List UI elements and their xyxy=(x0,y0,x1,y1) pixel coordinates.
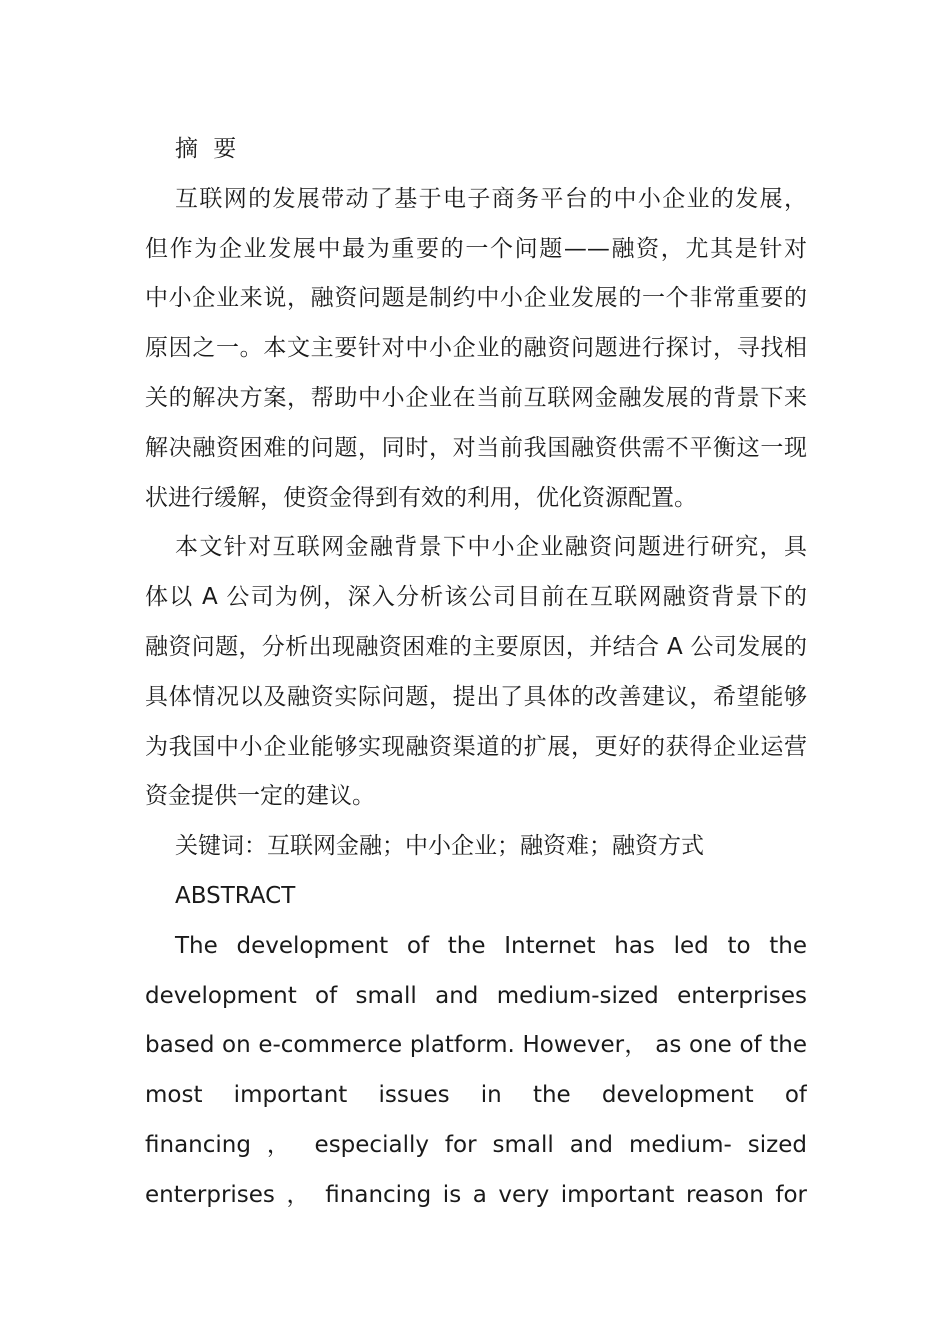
paragraph-line: 本文针对互联网金融背景下中小企业融资问题进行研究，具 xyxy=(175,534,807,561)
abstract-en-heading: ABSTRACT xyxy=(175,882,296,909)
paragraph-line: 中小企业来说，融资问题是制约中小企业发展的一个非常重要的 xyxy=(145,285,807,312)
paragraph-line: 状进行缓解，使资金得到有效的利用，优化资源配置。 xyxy=(145,484,697,511)
paragraph-line: 资金提供一定的建议。 xyxy=(145,783,375,810)
paragraph-line: 体以 A 公司为例，深入分析该公司目前在互联网融资背景下的 xyxy=(145,584,807,611)
paragraph-line: development of small and medium-sized enterprises xyxy=(145,982,807,1009)
paragraph-line: 具体情况以及融资实际问题，提出了具体的改善建议，希望能够 xyxy=(145,683,807,710)
paragraph-line: 互联网的发展带动了基于电子商务平台的中小企业的发展， xyxy=(175,185,807,212)
paragraph-line: 为我国中小企业能够实现融资渠道的扩展，更好的获得企业运营 xyxy=(145,733,807,760)
document-page xyxy=(145,125,807,1221)
keywords-line: 关键词：互联网金融；中小企业；融资难；融资方式 xyxy=(175,833,704,860)
abstract-paragraph-2 xyxy=(145,523,807,822)
paragraph-line: 但作为企业发展中最为重要的一个问题——融资，尤其是针对 xyxy=(145,235,807,262)
paragraph-line: The development of the Internet has led to the xyxy=(175,932,807,959)
abstract-paragraph-1 xyxy=(145,175,807,524)
paragraph-line: based on e-commerce platform. However， as one of the xyxy=(145,1032,807,1059)
paragraph-line: financing ， especially for small and medium- sized xyxy=(145,1131,807,1158)
paragraph-line: 解决融资困难的问题，同时，对当前我国融资供需不平衡这一现 xyxy=(145,434,807,461)
paragraph-line: 融资问题，分析出现融资困难的主要原因，并结合 A 公司发展的 xyxy=(145,633,807,660)
abstract-heading: 摘 要 xyxy=(175,136,241,162)
abstract-en-paragraph-1 xyxy=(145,922,807,1221)
paragraph-line: 原因之一。本文主要针对中小企业的融资问题进行探讨，寻找相 xyxy=(145,335,807,362)
paragraph-line: enterprises ， financing is a very important reason for xyxy=(145,1181,807,1208)
paragraph-line: 关的解决方案，帮助中小企业在当前互联网金融发展的背景下来 xyxy=(145,384,807,411)
paragraph-line: most important issues in the development of xyxy=(145,1082,807,1109)
